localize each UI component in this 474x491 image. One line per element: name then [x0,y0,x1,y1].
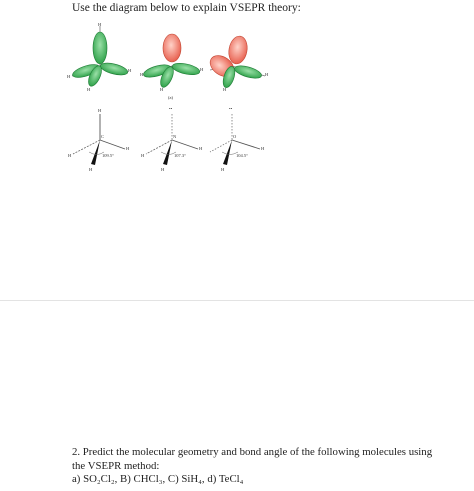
atom-label: H [98,22,102,27]
atom-label: H [265,72,269,77]
question-2-line1: 2. Predict the molecular geometry and bond angle of the following molecules using [72,446,433,458]
atom-label: H [98,108,102,113]
geometry-model-nh3 [141,106,203,172]
atom-label: H [87,87,91,92]
orbital-model-h2o [206,35,269,92]
atom-label: H [221,167,225,172]
atom-label: H [140,72,144,77]
lone-pair-label: •• [169,106,173,111]
atom-label: H [141,153,145,158]
atom-label: H [161,167,165,172]
page-divider [0,300,474,301]
atom-label: H [200,67,204,72]
part-label: (a) [168,95,173,100]
question-2 [72,446,452,487]
center-atom-label: O [233,134,237,139]
bond-angle-label: 109.5° [102,153,114,158]
atom-label: H [223,87,227,92]
atom-label: H [199,146,203,151]
question-2-line3: a) SO₂Cl₂, B) CHCl₃, C) SiH₄, d) TeCl₄ [72,473,244,485]
center-atom-label: C [101,134,105,139]
bond-angle-label: 104.5° [236,153,248,158]
center-atom-label: N [173,134,177,139]
atom-label: H [68,153,72,158]
atom-label: H [89,167,93,172]
atom-label: H [261,146,265,151]
geometry-model-ch4 [68,108,130,172]
atom-label: H [67,74,71,79]
lone-pair-label: •• [229,106,233,111]
instruction-text: Use the diagram below to explain VSEPR theory: [72,2,301,14]
geometry-model-h2o [210,106,265,172]
orbital-model-nh3 [140,34,204,92]
atom-label: H [160,87,164,92]
atom-label: H [126,146,130,151]
bond-angle-label: 107.3° [174,153,186,158]
atom-label: H [128,68,132,73]
vsepr-diagram [60,18,280,183]
orbital-model-ch4 [67,22,132,92]
question-2-line2: the VSEPR method: [72,459,160,472]
